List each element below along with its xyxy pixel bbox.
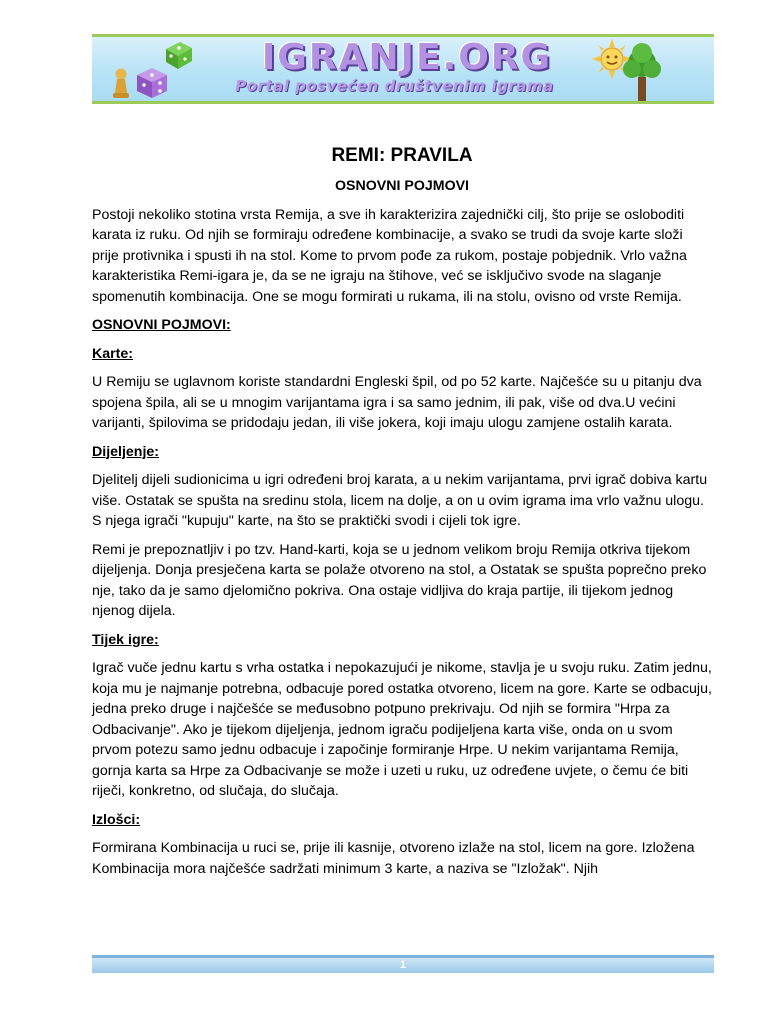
tijek-paragraph: Igrač vuče jednu kartu s vrha ostatka i nepokazujući je nikome, stavlja je u svoju ruku. Zatim jednu, koja mu je najmanje potrebna, odbacuje pored ostatka otvoreno, licem na gore. Karte se odbacuju, jedna preko druge i najčešće se međusobno potpuno prekrivaju. Od njih se formira "Hrpa za Odbacivanje". Ako je tijekom dijeljenja, jednom igraču podijeljena karta više, onda on u svom prvom potezu samo jednu odbacuje i započinje formiranje Hrpe. U nekim varijantama Remija, gornja karta sa Hrpe za Odbacivanje se može i uzeti u ruku, uz određene uvjete, o čemu će biti riječi, konkretno, od slučaja, do slučaja.: [92, 660, 712, 799]
game-pawn-icon: [110, 67, 132, 101]
dijeljenje-paragraph-1: Djelitelj dijeli sudionicima u igri određeni broj karata, a u nekim varijantama, prvi igrač dobiva kartu više. Ostatak se spušta na sredinu stola, licem na dolje, a on u ovim igrama ima vrlo važnu ulogu. S njega igrači "kupuju" karte, na što se praktički svodi i cijeli tok igre.: [92, 472, 708, 529]
document-title: REMI: PRAVILA: [331, 145, 473, 166]
intro-paragraph: Postoji nekoliko stotina vrsta Remija, a sve ih karakterizira zajednički cilj, što prije se osloboditi karata iz ruku. Od njih se formiraju određene kombinacije, a svako se trudi da svoje karte složi prije protivnika i spusti ih na stol. Kome to prvom pođe za rukom, postaje pobjednik. Vrlo važna karakteristika Remi-igara je, da se ne igraju na štihove, već se isključivo svode na slaganje spomenutih kombinacija. One se mogu formirati u rukama, ili na stolu, ovisno od vrste Remija.: [92, 206, 687, 305]
site-logo-text: IGRANJE.ORG: [261, 37, 553, 78]
purple-dice-icon: [134, 65, 170, 101]
karte-paragraph: U Remiju se uglavnom koriste standardni Engleski špil, od po 52 karte. Najčešće su u pitanju dva spojena špila, ali se u mnogim varijantama igra i sa samo jednim, ili pak, više od dva.U većini varijanti, špilovima se pridodaju jedan, ili više jokera, koji imaju ulogu zamjene ostalih karata.: [92, 374, 702, 431]
page-number: 1: [399, 959, 407, 971]
site-tagline: Portal posvećen društvenim igrama: [235, 77, 554, 95]
izlosci-paragraph: Formirana Kombinacija u ruci se, prije ili kasnije, otvoreno izlaže na stol, licem na gore. Izložena Kombinacija mora najčešće sadržati minimum 3 karte, a naziva se "Izložak". Njih: [92, 840, 695, 877]
izlosci-heading: Izlošci:: [92, 811, 141, 828]
page-footer: [92, 955, 714, 973]
document-body: [92, 140, 712, 887]
section-heading: OSNOVNI POJMOVI:: [92, 317, 231, 333]
dijeljenje-paragraph-2: Remi je prepoznatljiv i po tzv. Hand-karti, koja se u jednom velikom broju Remija otkriva tijekom dijeljenja. Donja presječena karta se polaže otvoreno na stol, a Ostatak se spušta poprečno preko nje, tako da je samo djelomično pokriva. Ona ostaje vidljiva do kraja partije, ili tijekom jednog njenog dijela.: [92, 541, 707, 619]
dijeljenje-heading: Dijeljenje:: [92, 443, 160, 460]
site-banner: [92, 34, 714, 104]
document-subtitle: OSNOVNI POJMOVI: [334, 178, 470, 194]
karte-heading: Karte:: [92, 345, 133, 362]
tree-icon: [622, 41, 662, 103]
tijek-heading: Tijek igre:: [92, 631, 159, 648]
